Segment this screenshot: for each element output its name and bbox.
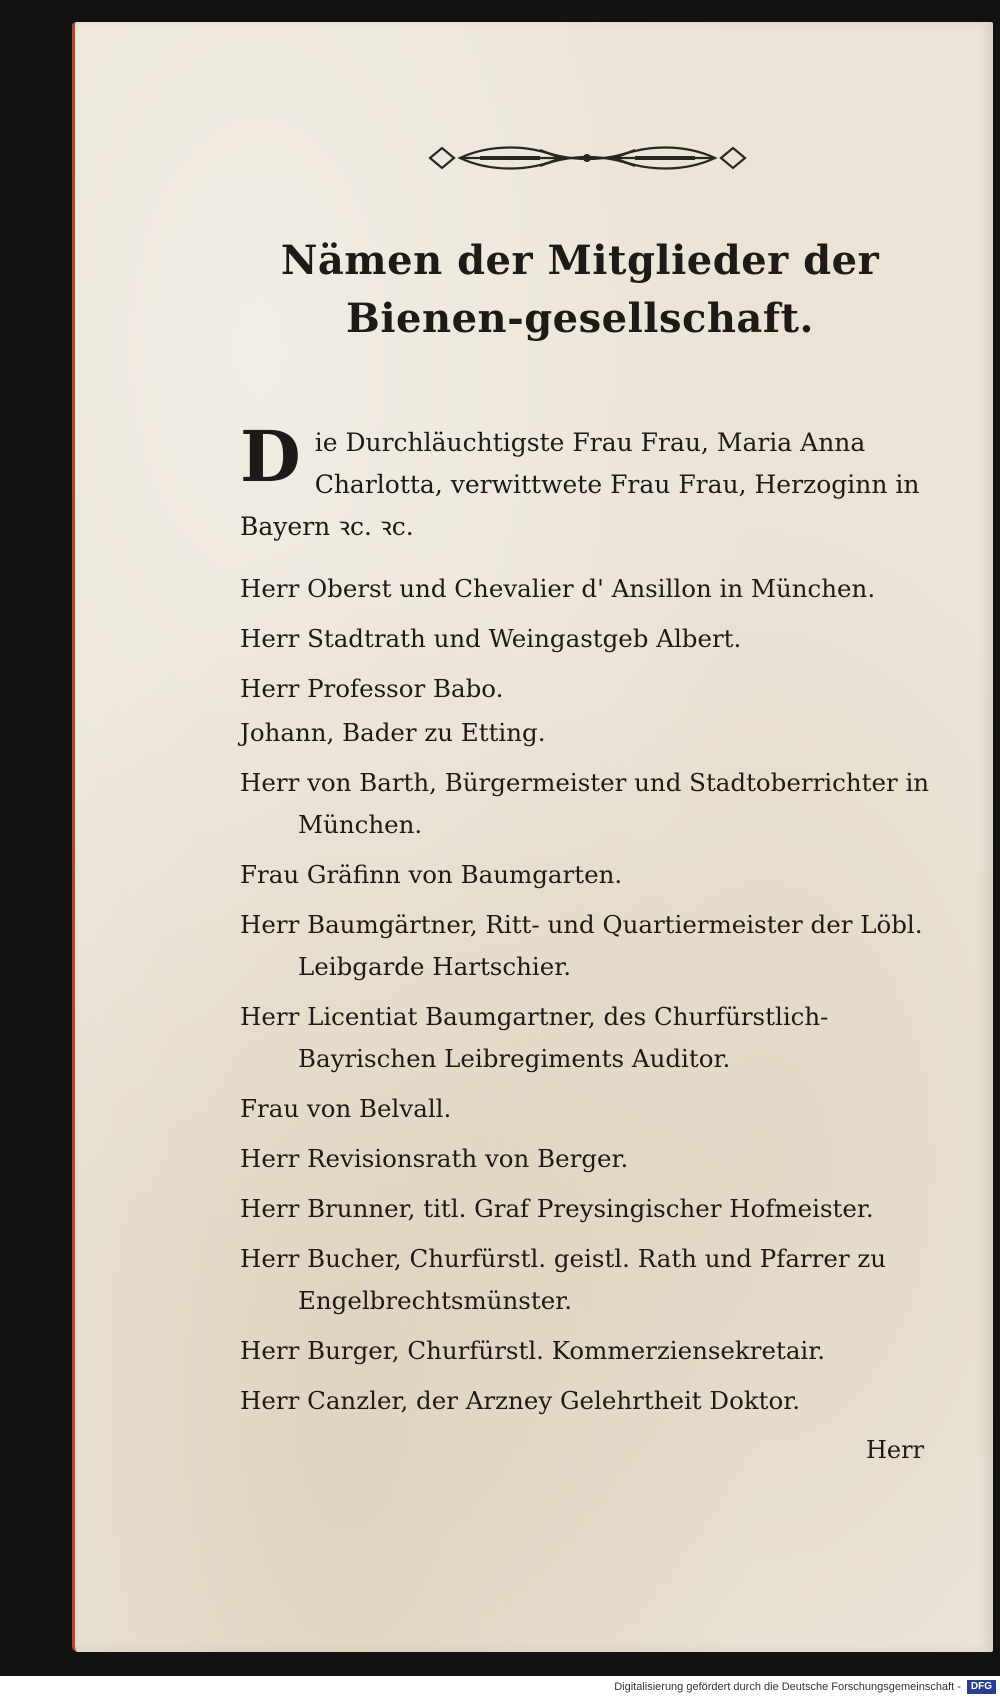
member-entry: Herr Bucher, Churfürstl. geistl. Rath und Pfarrer zu Engelbrechtsmünster. (240, 1244, 887, 1315)
member-entry: Herr Licentiat Baumgartner, des Churfürstlich-Bayrischen Leibregiments Auditor. (240, 1002, 829, 1073)
member-entry: Herr Professor Babo. (240, 674, 504, 703)
page-title: Nämen der Mitglieder der Bienen-gesellschaft. (280, 237, 880, 342)
member-entry: Johann, Bader zu Etting. (240, 718, 546, 747)
member-entry: Frau von Belvall. (240, 1094, 452, 1123)
member-entry: Herr Burger, Churfürstl. Kommerziensekretair. (240, 1336, 826, 1365)
digitization-footer (0, 1676, 1000, 1698)
member-entry: Herr Stadtrath und Weingastgeb Albert. (240, 624, 742, 653)
member-entry: Herr Baumgärtner, Ritt- und Quartiermeister der Löbl. Leibgarde Hartschier. (240, 910, 923, 981)
intro-paragraph (240, 415, 948, 548)
ornament-vignette (420, 140, 755, 176)
member-list (240, 568, 952, 1430)
member-entry: Herr Canzler, der Arzney Gelehrtheit Doktor. (240, 1386, 801, 1415)
member-entry: Herr von Barth, Bürgermeister und Stadtoberrichter in München. (240, 768, 930, 839)
member-entry: Herr Revisionsrath von Berger. (240, 1144, 629, 1173)
footer-credit: Digitalisierung gefördert durch die Deutsche Forschungsgemeinschaft - (614, 1681, 961, 1693)
catchword: Herr (866, 1436, 925, 1464)
member-entry: Herr Oberst und Chevalier d' Ansillon in München. (240, 574, 876, 603)
member-entry: Frau Gräfinn von Baumgarten. (240, 860, 623, 889)
intro-text: ie Durchläuchtigste Frau Frau, Maria Anna Charlotta, verwittwete Frau Frau, Herzoginn in Bayern ꝛc. ꝛc. (240, 428, 920, 541)
drop-cap: D (240, 415, 301, 498)
dfg-logo-icon: DFG (967, 1680, 996, 1694)
member-entry: Herr Brunner, titl. Graf Preysingischer Hofmeister. (240, 1194, 874, 1223)
